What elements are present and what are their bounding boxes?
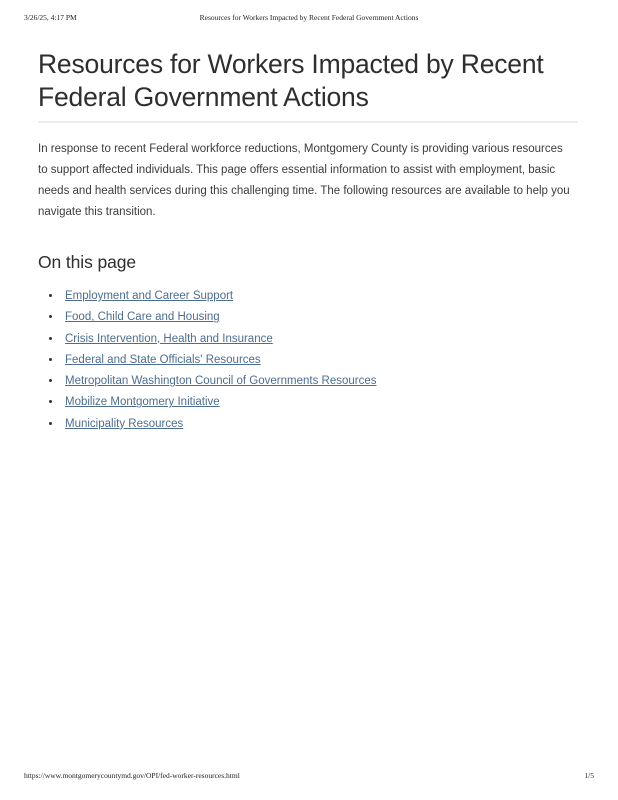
toc-list-item [62,286,578,307]
toc-link-federal-state-officials[interactable]: Federal and State Officials' Resources [65,353,261,366]
toc-list [38,286,578,435]
page-title: Resources for Workers Impacted by Recent Federal Government Actions [38,49,544,112]
toc-link-mwcog-resources[interactable]: Metropolitan Washington Council of Governments Resources [65,375,377,388]
toc-list-item [62,414,578,435]
print-doc-title: Resources for Workers Impacted by Recent Federal Government Actions [199,13,419,22]
toc-list-item [62,371,578,392]
toc-list-item [62,307,578,328]
toc-list-item [62,329,578,350]
toc-link-municipality-resources[interactable]: Municipality Resources [65,417,184,430]
toc-link-mobilize-montgomery[interactable]: Mobilize Montgomery Initiative [65,396,220,409]
toc-link-food-childcare-housing[interactable]: Food, Child Care and Housing [65,311,220,324]
print-datetime: 3/26/25, 4:17 PM [24,13,77,22]
toc-link-crisis-health-insurance[interactable]: Crisis Intervention, Health and Insurance [65,332,273,345]
toc-heading: On this page [38,252,137,272]
print-source-url: https://www.montgomerycountymd.gov/OPI/fed-worker-resources.html [24,771,240,780]
print-footer [24,771,594,783]
intro-paragraph: In response to recent Federal workforce reductions, Montgomery County is providing various resources to support affected individuals. This page offers essential information to assist with employment, basic needs and health services during this challenging time. The following resources are available to help you navigate this transition. [38,143,570,218]
title-divider [38,121,578,123]
toc-list-item [62,350,578,371]
print-header [24,13,594,25]
print-page-indicator: 1/5 [584,771,594,780]
toc-list-item [62,392,578,413]
article-content [38,48,578,435]
toc-link-employment-career-support[interactable]: Employment and Career Support [65,290,234,302]
